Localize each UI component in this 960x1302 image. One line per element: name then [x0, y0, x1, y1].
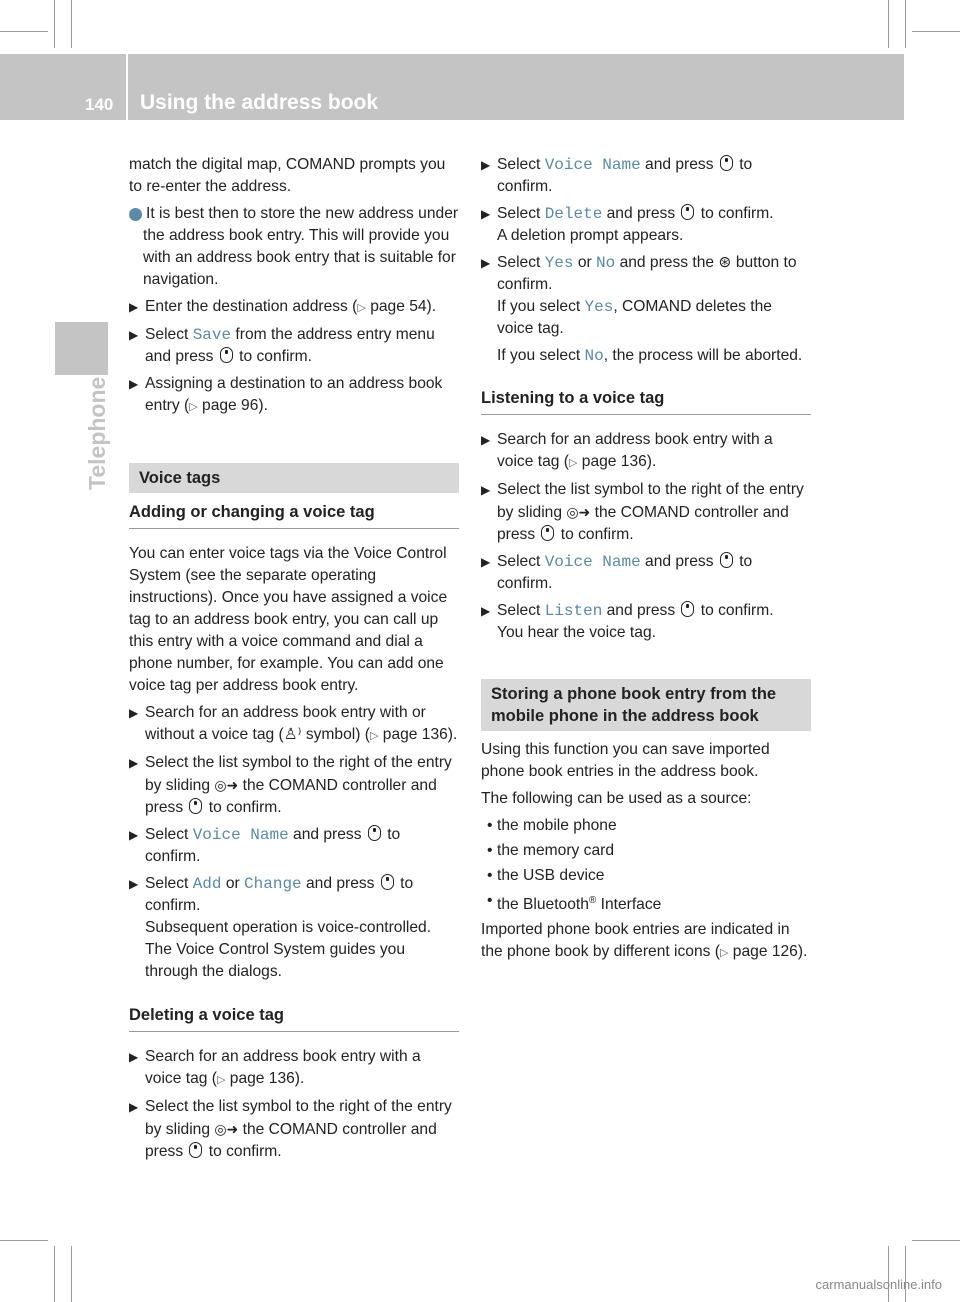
voice-tag-icon: ♙⁾	[283, 726, 302, 743]
page-ref[interactable]: page 126).	[732, 943, 808, 961]
crop-mark	[71, 0, 72, 48]
list-item: ▶ Search for an address book entry with or without a voice tag (♙⁾ symbol) (▷ page 136).	[129, 704, 458, 743]
subsection-heading: Listening to a voice tag	[481, 387, 811, 415]
info-note: i It is best then to store the new address under the address book entry. This will provide you with an address book entry that is suitable for navigation.	[127, 205, 459, 288]
page-ref-icon: ▷	[369, 730, 379, 742]
page-ref-icon: ▷	[719, 947, 729, 960]
chapter-tab	[55, 322, 108, 375]
list-item: ▶ Select Save from the address entry menu and press to confirm.	[129, 326, 435, 365]
crop-mark	[912, 1240, 960, 1241]
right-column	[481, 154, 811, 969]
list-item: ▶ Select Voice Name and press to confirm.	[481, 553, 753, 592]
page-header	[0, 54, 904, 120]
section-heading: Storing a phone book entry from the mobile phone in the address book	[481, 679, 811, 731]
controller-press-icon	[189, 1142, 202, 1158]
arrow-icon: ▶	[129, 300, 139, 314]
page-ref-icon: ▷	[189, 401, 198, 413]
arrow-icon: ▶	[481, 483, 491, 497]
arrow-icon: ▶	[129, 1050, 139, 1064]
arrow-icon: ▶	[481, 256, 491, 270]
arrow-icon: ▶	[481, 158, 491, 172]
list-item: • the Bluetooth® Interface	[487, 892, 662, 914]
subsection-heading: Deleting a voice tag	[129, 1004, 459, 1032]
arrow-icon: ▶	[129, 706, 139, 720]
controller-press-icon	[368, 825, 381, 841]
crop-mark	[71, 1246, 72, 1302]
subsection-heading: Adding or changing a voice tag	[129, 501, 459, 529]
list-item: ▶ Select Listen and press to confirm. You hear the voice tag.	[481, 602, 774, 641]
arrow-icon: ▶	[129, 877, 139, 891]
controller-press-icon	[681, 204, 694, 220]
controller-press-icon	[720, 552, 733, 568]
controller-slide-icon: ◎➜	[214, 1121, 239, 1137]
page-ref[interactable]: page 54).	[370, 298, 437, 315]
list-item: ▶ Assigning a destination to an address book entry (▷ page 96).	[129, 375, 443, 414]
controller-press-icon	[720, 155, 733, 171]
arrow-icon: ▶	[129, 828, 139, 842]
footer-watermark: carmanualsonline.info	[815, 1277, 942, 1292]
page-ref-icon: ▷	[568, 457, 578, 469]
list-item: • the memory card	[487, 842, 614, 859]
arrow-icon: ▶	[129, 377, 139, 391]
left-column	[129, 154, 459, 1168]
paragraph: You can enter voice tags via the Voice Control System (see the separate operating instructions). Once you have assigned a voice tag to an address book entry, you can call up this entry with a voice command and dial a phone number, for example. You can add one voice tag per address book entry.	[129, 545, 448, 694]
list-item: ▶ Enter the destination address (▷ page 54).	[129, 296, 459, 319]
page-title: Using the address book	[140, 91, 379, 114]
list-item: ▶ Select the list symbol to the right of the entry by sliding ◎➜ the COMAND controller and press to confirm.	[129, 754, 452, 816]
list-item: ▶ Select Delete and press to confirm. A deletion prompt appears.	[481, 205, 774, 244]
paragraph: Imported phone book entries are indicated in the phone book by different icons (▷ page 126).	[481, 921, 808, 961]
arrow-icon: ▶	[481, 207, 491, 221]
crop-mark	[54, 0, 55, 48]
page-ref[interactable]: page 96).	[202, 397, 268, 414]
controller-press-icon	[189, 798, 202, 814]
page-ref-icon: ▷	[216, 1074, 226, 1086]
page-ref-icon: ▷	[357, 302, 366, 314]
list-item: ▶ Select Voice Name and press to confirm.	[129, 826, 401, 865]
controller-press-icon	[681, 601, 694, 617]
section-heading: Voice tags	[129, 463, 459, 493]
intro-text: match the digital map, COMAND prompts you to re-enter the address.	[129, 156, 446, 195]
list-item: ▶ Select Yes or No and press the ⊛ button to confirm. If you select Yes, COMAND deletes the voice tag.	[481, 254, 797, 337]
crop-mark	[0, 31, 48, 32]
list-item: ▶ Search for an address book entry with a voice tag (▷ page 136).	[481, 431, 773, 470]
arrow-icon: ▶	[129, 1100, 139, 1114]
list-item: • the mobile phone	[487, 817, 617, 834]
list-item: ▶ Select the list symbol to the right of the entry by sliding ◎➜ the COMAND controller and press to confirm.	[129, 1098, 452, 1160]
chapter-label: Telephone	[84, 376, 110, 490]
page-ref[interactable]: page 136).	[229, 1070, 305, 1087]
arrow-icon: ▶	[129, 328, 139, 342]
arrow-icon: ▶	[481, 555, 491, 569]
list-item-note: If you select No, the process will be aborted.	[497, 347, 803, 365]
arrow-icon: ▶	[481, 433, 491, 447]
controller-slide-icon: ◎➜	[566, 504, 591, 520]
list-item: ▶ Select the list symbol to the right of the entry by sliding ◎➜ the COMAND controller and press to confirm.	[481, 481, 804, 543]
list-item: ▶ Search for an address book entry with a voice tag (▷ page 136).	[129, 1048, 421, 1087]
controller-press-icon	[381, 874, 394, 890]
list-item: • the USB device	[487, 867, 605, 884]
page-ref[interactable]: page 136).	[581, 453, 657, 470]
paragraph: The following can be used as a source:	[481, 790, 752, 807]
crop-mark	[912, 31, 960, 32]
controller-press-icon	[541, 525, 554, 541]
arrow-icon: ▶	[129, 756, 139, 770]
arrow-icon: ▶	[481, 604, 491, 618]
crop-mark	[0, 1240, 48, 1241]
page-ref[interactable]: page 136).	[382, 726, 458, 743]
list-item: ▶ Select Add or Change and press to confirm. Subsequent operation is voice-controlled. The Voice Control System guides you through the dialogs.	[129, 875, 432, 980]
crop-mark	[905, 1246, 906, 1302]
info-icon: i	[129, 208, 142, 221]
page-number: 140	[85, 95, 114, 114]
list-item: ▶ Select Voice Name and press to confirm.	[481, 156, 753, 195]
crop-mark	[54, 1246, 55, 1302]
controller-slide-icon: ◎➜	[214, 777, 239, 793]
paragraph: Using this function you can save imported phone book entries in the address book.	[481, 741, 770, 780]
header-divider	[126, 54, 128, 120]
crop-mark	[888, 0, 889, 48]
ok-button-icon: ⊛	[718, 254, 732, 271]
controller-press-icon	[220, 347, 233, 363]
crop-mark	[905, 0, 906, 48]
crop-mark	[888, 1246, 889, 1302]
